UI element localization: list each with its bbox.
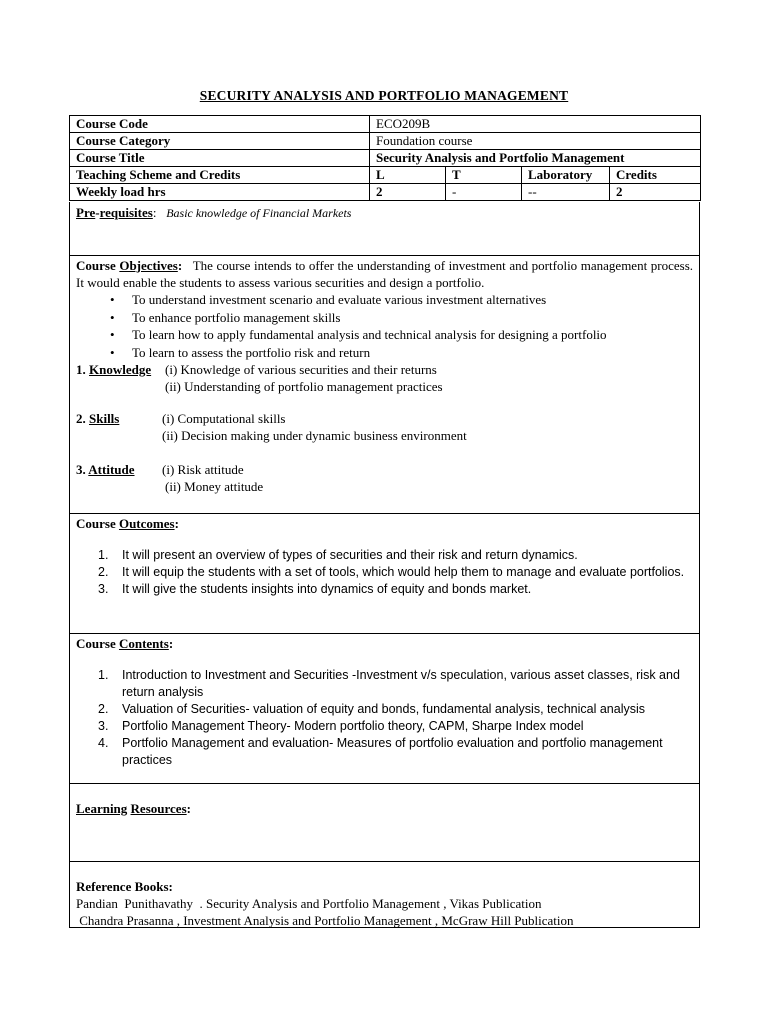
lecture-header: L [370, 167, 446, 184]
credits-value: 2 [610, 184, 701, 201]
outcomes-list [76, 547, 693, 598]
item-number: 2. [98, 565, 109, 579]
prerequisites-value: Basic knowledge of Financial Markets [166, 206, 352, 220]
item-number: 3. [98, 719, 109, 733]
course-title-value: Security Analysis and Portfolio Management [370, 150, 701, 167]
reference-item: Pandian Punithavathy . Security Analysis and Portfolio Management , Vikas Publication [76, 896, 542, 911]
knowledge-number: 1. [76, 362, 86, 377]
reference-item: Chandra Prasanna , Investment Analysis and Portfolio Management , McGraw Hill Publication [76, 913, 574, 928]
knowledge-item-2: (ii) Understanding of portfolio management practices [165, 379, 443, 394]
list-item [98, 718, 693, 735]
objectives-section: Course Objectives: The course intends to offer the understanding of investment and portfolio management process. It would enable the students to assess various securities and design a portfolio. • To understand investment scenario and evaluate various investment alternatives • To enhance portfolio management skills • To learn how to apply fundamental analysis and technical analysis for designing a portfolio • To learn to assess the portfolio risk and return 1. Knowledge (i) Knowledge of various securities and their returns (ii) Understanding of portfolio management practices 2. Skills (i) Computational skills (ii) Decision making under dynamic business environment 3. Attitude (i) Risk attitude (ii) Money attitude [69, 256, 700, 514]
item-text: It will give the students insights into dynamics of equity and bonds market. [122, 582, 532, 596]
outcomes-label: Outcomes [118, 516, 175, 531]
skills-row-2 [76, 427, 693, 444]
attitude-row-2 [76, 478, 693, 495]
objectives-label: Objectives [119, 258, 178, 273]
knowledge-item-1: (i) Knowledge of various securities and their returns [165, 362, 437, 377]
resources-label-learning: Learning [76, 801, 128, 816]
laboratory-hours: -- [522, 184, 610, 201]
attitude-label: Attitude [88, 462, 135, 477]
laboratory-header: Laboratory [522, 167, 610, 184]
list-item: • To learn how to apply fundamental analysis and technical analysis for designing a portfolio [132, 326, 693, 344]
knowledge-label: Knowledge [89, 362, 152, 377]
attitude-row [76, 461, 693, 478]
knowledge-row-2 [76, 378, 693, 395]
outcomes-label-course: Course [76, 516, 116, 531]
list-item [98, 701, 693, 718]
item-text: It will present an overview of types of securities and their risk and return dynamics. [122, 548, 578, 562]
outcomes-section: Course Outcomes: 1. It will present an overview of types of securities and their risk and return dynamics. 2. It will equip the students with a set of tools, which would help them to manage and evaluate portfolios. 3. It will give the students insights into dynamics of equity and bonds market. [69, 514, 700, 634]
list-item: • To enhance portfolio management skills [132, 309, 693, 327]
attitude-item-2: (ii) Money attitude [165, 479, 264, 494]
objectives-label-course: Course [76, 258, 116, 273]
course-code-row [70, 116, 701, 133]
reference-books-label: Reference Books: [76, 879, 173, 894]
list-item: • To learn to assess the portfolio risk and return [132, 344, 693, 362]
course-category-value: Foundation course [370, 133, 701, 150]
weekly-load-label: Weekly load hrs [70, 184, 370, 201]
item-number: 3. [98, 582, 109, 596]
lecture-hours: 2 [370, 184, 446, 201]
prerequisites-label-pre: Pre [76, 205, 96, 220]
credits-header: Credits [610, 167, 701, 184]
list-item: • To understand investment scenario and evaluate various investment alternatives [132, 291, 693, 309]
list-item [98, 667, 693, 701]
contents-label-course: Course [76, 636, 116, 651]
tutorial-hours: - [446, 184, 522, 201]
reference-books-section [69, 862, 700, 928]
item-text: It will equip the students with a set of tools, which would help them to manage and evaluate portfolios. [122, 565, 685, 579]
course-code-value: ECO209B [370, 116, 701, 133]
course-title-label: Course Title [70, 150, 370, 167]
item-text: Portfolio Management Theory- Modern portfolio theory, CAPM, Sharpe Index model [122, 719, 584, 733]
list-item [98, 564, 693, 581]
course-info-table [69, 115, 701, 201]
item-text: Portfolio Management and evaluation- Measures of portfolio evaluation and portfolio management practices [122, 736, 663, 767]
skills-number: 2. [76, 411, 86, 426]
skills-row [76, 410, 693, 427]
objectives-list [76, 291, 693, 361]
contents-section: Course Contents: 1. Introduction to Investment and Securities -Investment v/s speculation, various asset classes, risk and return analysis 2. Valuation of Securities- valuation of equity and bonds, fundamental analysis, technical analysis 3. Portfolio Management Theory- Modern portfolio theory, CAPM, Sharpe Index model 4. Portfolio Management and evaluation- Measures of portfolio evaluation and portfolio management practices [69, 634, 700, 784]
item-text: Introduction to Investment and Securities -Investment v/s speculation, various asset classes, risk and return analysis [122, 668, 680, 699]
list-item [98, 547, 693, 564]
document-title: SECURITY ANALYSIS AND PORTFOLIO MANAGEMENT [199, 88, 569, 103]
resources-label: Resources [130, 801, 187, 816]
tutorial-header: T [446, 167, 522, 184]
item-number: 1. [98, 548, 109, 562]
item-text: Valuation of Securities- valuation of equity and bonds, fundamental analysis, technical analysis [122, 702, 645, 716]
course-category-label: Course Category [70, 133, 370, 150]
attitude-item-1: (i) Risk attitude [162, 462, 244, 477]
course-code-label: Course Code [70, 116, 370, 133]
objectives-intro: The course intends to offer the understanding of investment and portfolio management process. It would enable the students to assess various securities and design a portfolio. [76, 258, 694, 290]
item-number: 4. [98, 736, 109, 750]
attitude-number: 3. [76, 462, 86, 477]
teaching-scheme-label: Teaching Scheme and Credits [70, 167, 370, 184]
course-title-row [70, 150, 701, 167]
knowledge-row [76, 361, 693, 378]
item-number: 2. [98, 702, 109, 716]
skills-item-2: (ii) Decision making under dynamic business environment [162, 428, 467, 443]
contents-label: Contents [118, 636, 169, 651]
skills-item-1: (i) Computational skills [162, 411, 286, 426]
weekly-load-row [70, 184, 701, 201]
contents-list [76, 667, 693, 769]
teaching-scheme-row [70, 167, 701, 184]
list-item [98, 581, 693, 598]
course-category-row [70, 133, 701, 150]
skills-label: Skills [89, 411, 120, 426]
item-number: 1. [98, 668, 109, 682]
prerequisites-label-req: requisites [99, 205, 153, 220]
list-item [98, 735, 693, 769]
learning-resources-section: Learning Resources: [69, 784, 700, 862]
prerequisites-section: Pre-requisites: Basic knowledge of Financial Markets [69, 202, 700, 256]
